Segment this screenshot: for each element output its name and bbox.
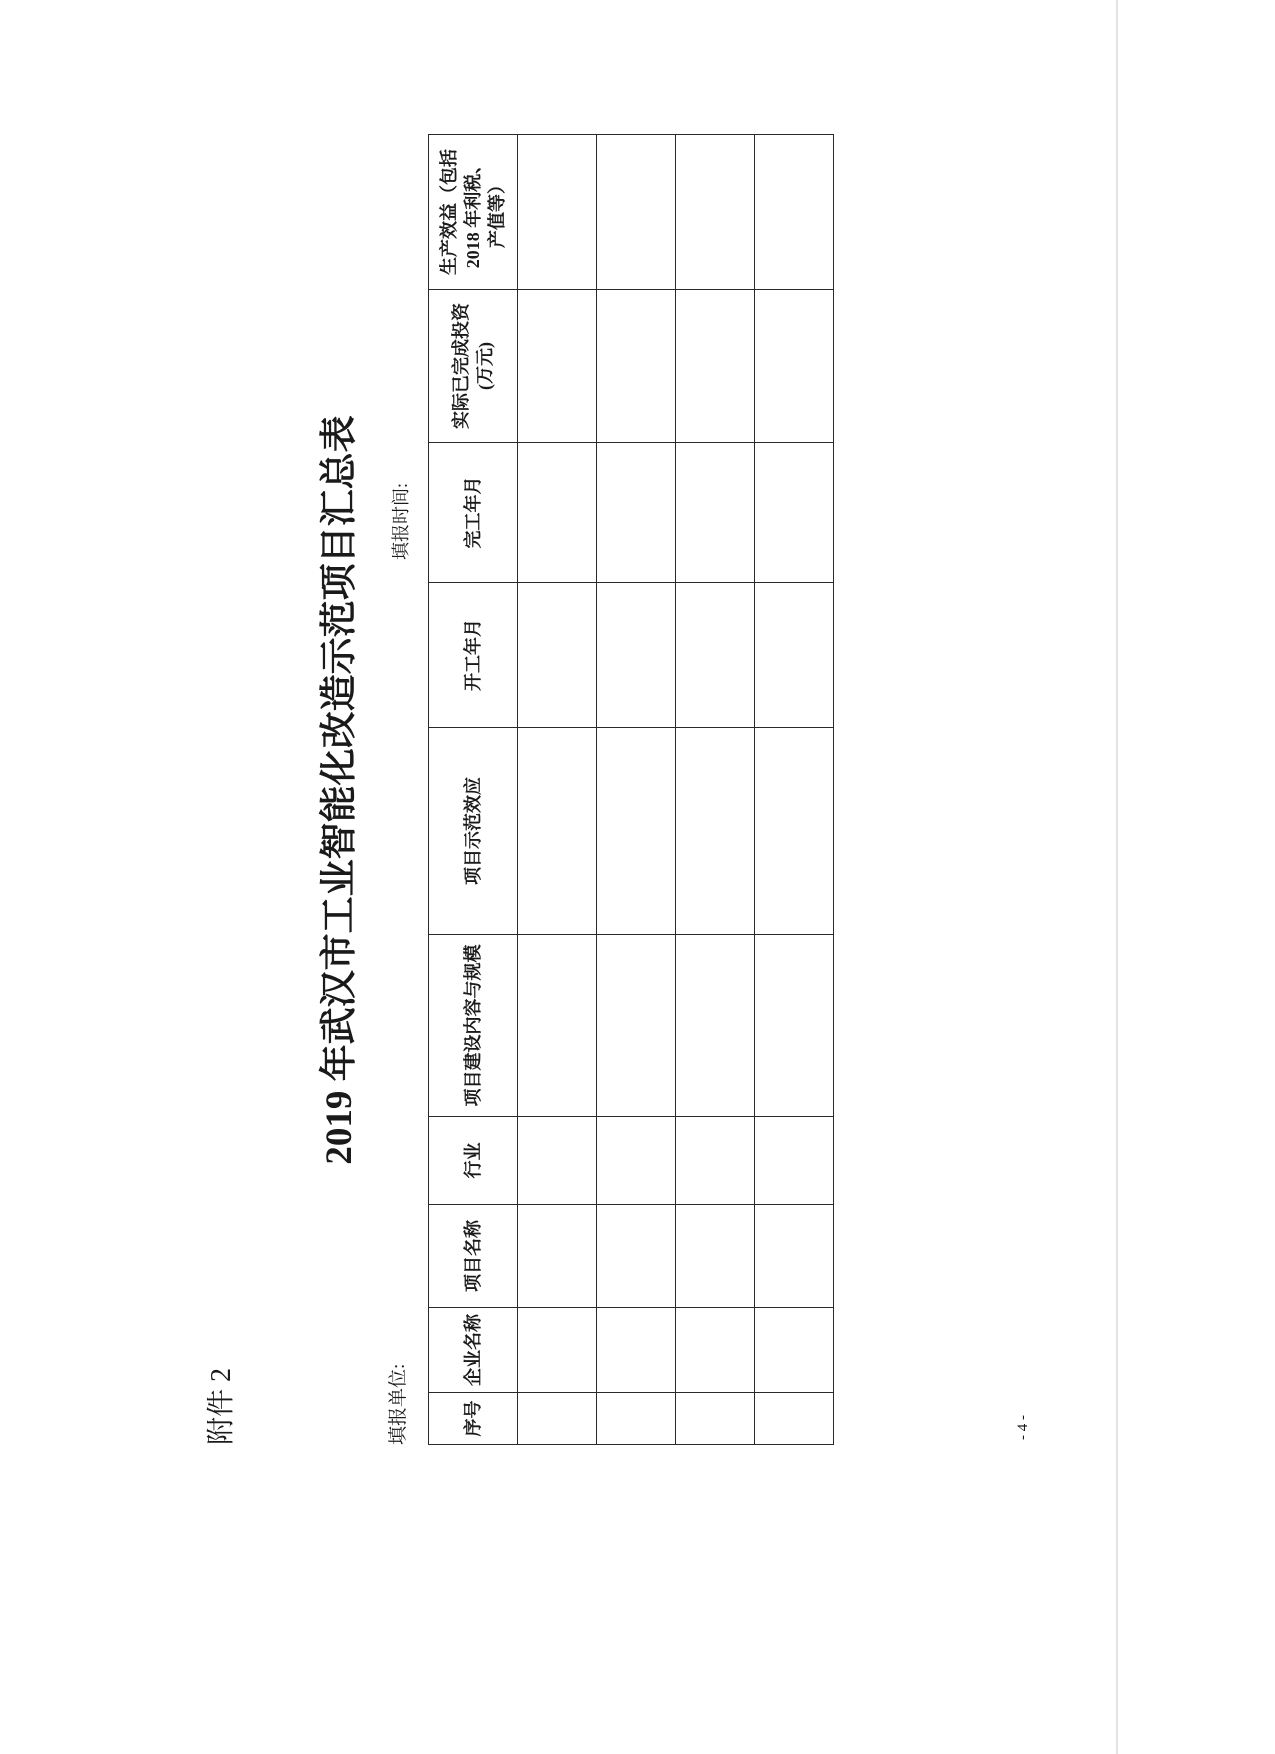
header-industry: 行业 — [429, 1117, 518, 1205]
table-cell — [518, 290, 597, 443]
table-row — [518, 135, 597, 1445]
table-body — [518, 135, 834, 1445]
table-header — [429, 135, 518, 1445]
document-title: 2019 年武汉市工业智能化改造示范项目汇总表 — [319, 415, 360, 1165]
header-construction-content-scale: 项目建设内容与规模 — [429, 935, 518, 1117]
header-serial-number: 序号 — [429, 1393, 518, 1445]
table-cell — [597, 1393, 676, 1445]
table-cell — [518, 1117, 597, 1205]
table-cell — [676, 1205, 755, 1308]
table-cell — [755, 290, 834, 443]
table-row — [676, 135, 755, 1445]
table-cell — [755, 443, 834, 583]
table-cell — [676, 935, 755, 1117]
table-cell — [676, 1308, 755, 1393]
header-actual-investment: 实际已完成投资 (万元) — [429, 290, 518, 443]
project-summary-table — [428, 134, 834, 1445]
header-start-date: 开工年月 — [429, 583, 518, 728]
header-row — [429, 135, 518, 1445]
table-cell — [755, 1393, 834, 1445]
table-cell — [676, 443, 755, 583]
table-cell — [597, 1205, 676, 1308]
table-cell — [518, 135, 597, 290]
table-cell — [755, 728, 834, 935]
table-cell — [676, 1393, 755, 1445]
header-enterprise-name: 企业名称 — [429, 1308, 518, 1393]
attachment-label: 附件 2 — [206, 1367, 237, 1445]
table-cell — [597, 1117, 676, 1205]
table-cell — [518, 935, 597, 1117]
table-cell — [597, 135, 676, 290]
table-cell — [755, 583, 834, 728]
header-production-benefit: 生产效益（包括 2018 年利税、 产值等） — [429, 135, 518, 290]
table-cell — [676, 135, 755, 290]
table-cell — [597, 1308, 676, 1393]
table-cell — [518, 728, 597, 935]
table-cell — [755, 1308, 834, 1393]
table-cell — [597, 443, 676, 583]
table-cell — [518, 443, 597, 583]
table-cell — [518, 1205, 597, 1308]
fill-time-label: 填报时间: — [391, 482, 411, 560]
table-cell — [597, 935, 676, 1117]
table-row — [755, 135, 834, 1445]
page-number: - 4 - — [1015, 1415, 1031, 1440]
table-cell — [755, 935, 834, 1117]
fill-unit-label: 填报单位: — [388, 1363, 409, 1445]
table-cell — [518, 1308, 597, 1393]
table-cell — [755, 1117, 834, 1205]
table-cell — [597, 583, 676, 728]
table-cell — [676, 1117, 755, 1205]
table-cell — [676, 728, 755, 935]
table-cell — [518, 1393, 597, 1445]
table-cell — [755, 135, 834, 290]
header-project-name: 项目名称 — [429, 1205, 518, 1308]
table-cell — [597, 728, 676, 935]
table-row — [597, 135, 676, 1445]
header-demonstration-effect: 项目示范效应 — [429, 728, 518, 935]
table-cell — [755, 1205, 834, 1308]
table-cell — [597, 290, 676, 443]
table-cell — [518, 583, 597, 728]
header-completion-date: 完工年月 — [429, 443, 518, 583]
table-cell — [676, 290, 755, 443]
table-cell — [676, 583, 755, 728]
